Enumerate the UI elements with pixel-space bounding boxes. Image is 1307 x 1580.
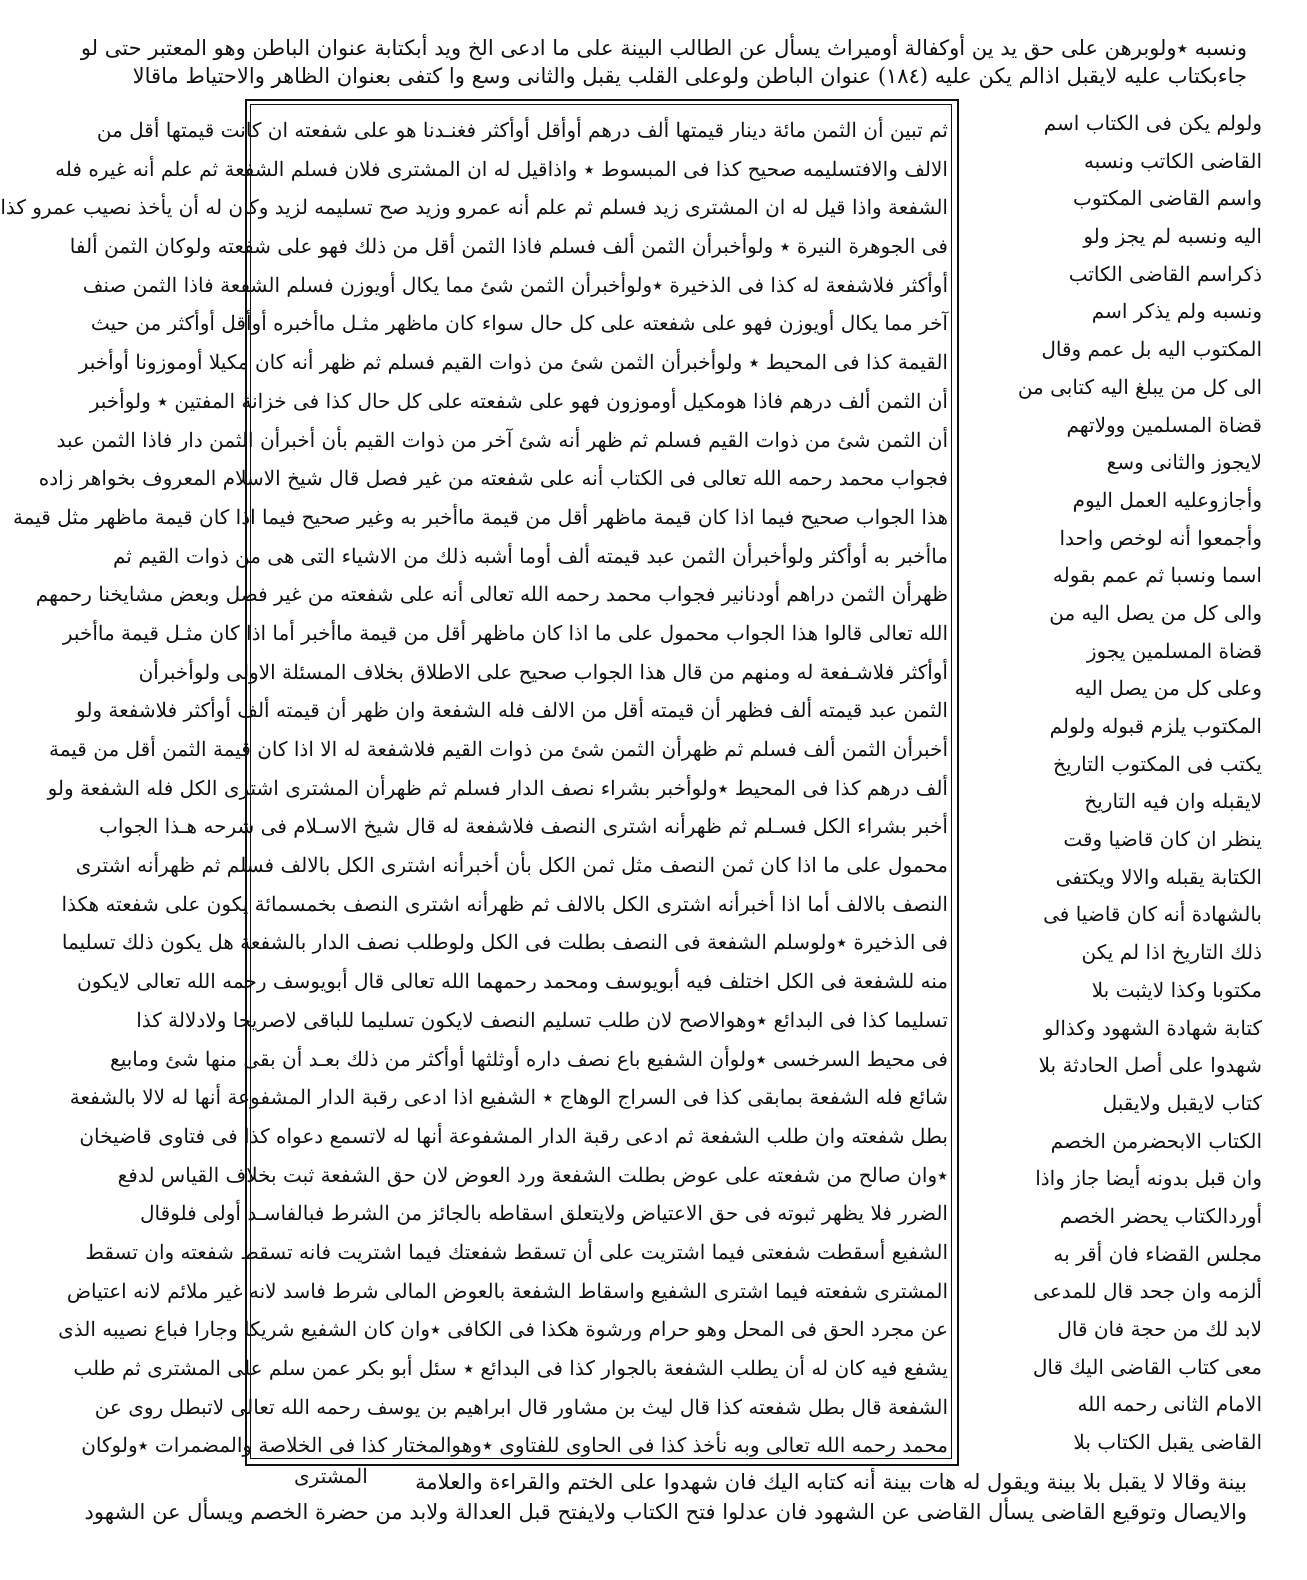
main-text-line: عن مجرد الحق فى المحل وهو حرام ورشوة هكذا فى الكافى ٭وان كان الشفيع شريكا وجارا فباع نصيبه الذى — [58, 1317, 948, 1342]
main-text-line: أن الثمن ألف درهم فاذا هومكيل أوموزون فهو على شفعته على كل حال كذا فى خزانة المفتين ٭ ولوأخبر — [89, 388, 948, 413]
main-text-line: أخبر بشراء الكل فسـلم ثم ظهرأنه اشترى النصف فلاشفعة له قال شيخ الاسـلام فى شرحه هـذا الجواب — [98, 814, 948, 839]
margin-line: الى كل من يبلغ اليه كتابى من — [1017, 374, 1262, 399]
margin-line: وأجازوعليه العمل اليوم — [1072, 487, 1262, 512]
main-text-line: محمول على ما اذا كان ثمن النصف مثل ثمن الكل بأن أخبرأنه اشترى الكل بالالف فسلم ثم ظهرأنه اشترى — [75, 853, 948, 878]
main-text-line: الثمن عبد قيمته ألف فظهر أن قيمته أقل من الالف فله الشفعة وان ظهر أن قيمته ألف أوأكثر فلاشفعة ولو — [75, 698, 948, 723]
main-text-line: النصف بالالف أما اذا أخبرأنه اشترى الكل بالالف ثم ظهرأنه اشترى النصف بخمسمائة يكون على شفعته هكذا — [61, 891, 948, 916]
footer-line-2: والايصال وتوقيع القاضى يسأل القاضى عن الشهود فان عدلوا فتح الكتاب ولايفتح قبل العدالة ولابد من حضرة الخصم ويسأل عن الشهود — [84, 1500, 1247, 1524]
margin-line: الكتابة يقبله والالا ويكتفى — [1055, 864, 1262, 889]
margin-line: لايقبله وان فيه التاريخ — [1084, 789, 1262, 814]
margin-line: أوردالكتاب يحضر الخصم — [1059, 1203, 1262, 1228]
main-text-line: أوأكثر فلاشفعة له كذا فى الذخيرة ٭ولوأخبرأن الثمن شئ مما يكال أويوزن فسلم الشفعة فاذا الثمن صنف — [82, 272, 948, 297]
margin-line: الكتاب الابحضرمن الخصم — [1050, 1128, 1262, 1153]
footer-line-1: بينة وقالا لا يقبل بلا بينة ويقول له هات بينة أنه كتابه اليك فان شهدوا على الختم والقراءة والعلامة — [415, 1470, 1247, 1494]
main-text-line: بطل شفعته وان طلب الشفعة ثم ادعى رقبة الدار المشفوعة أنها له لاتسمع دعواه كذا فى فتاوى قاضيخان — [79, 1123, 948, 1148]
margin-line: وعلى كل من يصل اليه — [1074, 676, 1262, 701]
margin-line: لابد لك من حجة فان قال — [1057, 1317, 1262, 1341]
main-text-line: شائع فله الشفعة بمابقى كذا فى السراج الوهاج ٭ الشفيع اذا ادعى رقبة الدار المشفوعة أنها له لالا بالشفعة — [69, 1085, 948, 1110]
main-text-line: فى الجوهرة النيرة ٭ ولوأخبرأن الثمن ألف فسلم فاذا الثمن أقل من ذلك فهو على شفعته ولوكان الثمن ألفا — [69, 234, 948, 259]
main-text-line: فى محيط السرخسى ٭ولوأن الشفيع باع نصف داره أوثلثها أوأكثر من ذلك بعـد أن بقى منها شئ ومابيع — [110, 1046, 948, 1071]
main-text-line: هذا الجواب صحيح فيما اذا كان قيمة ماظهر أقل من قيمة ماأخبر به وغير صحيح فيما اذا كان قيمة ماظهر مثل قيمة — [12, 504, 948, 529]
margin-line: كتاب لايقبل ولايقبل — [1102, 1090, 1262, 1115]
margin-line: ينظر ان كان قاضيا وقت — [1063, 827, 1262, 852]
main-text-line: الالف والافتسليمه صحيح كذا فى المبسوط ٭ واذاقيل له ان المشترى فلان فسلم الشفعة ثم علم أنه غيره فله — [55, 156, 948, 181]
main-text-line: يشفع فيه كان له أن يطلب الشفعة بالجوار كذا فى البدائع ٭ سئل أبو بكر عمن سلم على المشترى ثم طلب — [73, 1356, 948, 1380]
main-text-line: آخر مما يكال أويوزن فهو على شفعته على كل حال سواء كان ماظهر مثـل ماأخبره أوأقل أوأكثر من حيث — [90, 311, 948, 336]
main-text-line: أن الثمن شئ من ذوات القيم فسلم ثم ظهر أنه شئ آخر من ذوات القيم بأن أخبرأن الثمن دار فاذا الثمن عبد — [56, 427, 948, 452]
margin-line: بالشهادة أنه كان قاضيا فى — [1043, 902, 1262, 927]
margin-line: معى كتاب القاضى اليك قال — [1032, 1354, 1262, 1379]
margin-line: ولولم يكن فى الكتاب اسم — [1043, 111, 1262, 135]
main-text-line: الشفيع أسقطت شفعتى فيما اشتريت على أن تسقط شفعتك فيما اشتريت فانه تسقط شفعته وان تسقط — [85, 1239, 948, 1264]
main-text-line: ألف درهم كذا فى المحيط ٭ولوأخبر بشراء نصف الدار فسلم ثم ظهرأن المشترى اشترى الكل فله الشفعة ولو — [47, 775, 948, 800]
main-text-line: ثم تبين أن الثمن مائة دينار قيمتها ألف درهم أوأقل أوأكثر فغنـدنا هو على شفعته ان كانت قيمتها أقل من — [96, 118, 948, 142]
catchword: المشترى — [294, 1464, 368, 1488]
main-text-line: منه للشفعة فى الكل اختلف فيه أبويوسف ومحمد رحمهما الله تعالى قال أبويوسف رحمه الله تعالى لايكون — [77, 969, 948, 994]
margin-line: واسم القاضى المكتوب — [1073, 186, 1262, 211]
margin-line: وأجمعوا أنه لوخص واحدا — [1059, 525, 1262, 550]
margin-line: كتابة شهادة الشهود وكذالو — [1043, 1015, 1262, 1040]
margin-line: يكتب فى المكتوب التاريخ — [1053, 751, 1262, 776]
main-text-line: فى الذخيرة ٭ولوسلم الشفعة فى النصف بطلت فى الكل ولوطلب نصف الدار بالشفعة هل يكون ذلك تسليما — [61, 930, 948, 955]
margin-line: وان قبل بدونه أيضا جاز واذا — [1035, 1166, 1262, 1191]
margin-line: قضاة المسلمين يجوز — [1086, 638, 1262, 663]
main-text-line: ماأخبر به أوأكثر ولوأخبرأن الثمن عبد قيمته ألف أوما أشبه ذلك من الاشياء التى هى من ذوات القيم ثم — [113, 543, 948, 568]
margin-line: القاضى الكاتب ونسبه — [1083, 148, 1262, 173]
margin-line: ألزمه وان جحد قال للمدعى — [1033, 1279, 1262, 1304]
margin-line: ذلك التاريخ اذا لم يكن — [1081, 940, 1262, 965]
main-text-line: أخبرأن الثمن ألف فسلم ثم ظهرأن الثمن شئ من ذوات القيم فلاشفعة له الا اذا كان قيمة الثمن أقل من قيمة — [48, 737, 948, 761]
main-text-block — [0, 111, 948, 1465]
main-text-line: المشترى شفعته فيما اشترى الشفيع واسقاط الشفعة بالعوض المالى شرط فاسد لانه غير ملائم لانه اعتياض — [66, 1278, 948, 1303]
margin-commentary — [962, 105, 1262, 1462]
margin-line: الامام الثانى رحمه الله — [1077, 1392, 1262, 1417]
main-text-line: فجواب محمد رحمه الله تعالى فى الكتاب أنه على شفعته من غير فصل قال شيخ الاسلام المعروف بخواهر زاده — [38, 466, 948, 491]
header-line-2: جاءبكتاب عليه لايقبل اذالم يكن عليه (١٨٤) عنوان الباطن ولوعلى القلب يقبل والثانى وسع وا كتفى بعنوان الظاهر والاحتياط ماقالا — [132, 64, 1247, 88]
margin-line: القاضى يقبل الكتاب بلا — [1073, 1430, 1262, 1455]
margin-line: لايجوز والثانى وسع — [1106, 450, 1262, 475]
main-text-line: ٭وان صالح من شفعته على عوض بطلت الشفعة ورد العوض لان حق الشفعة ثبت بخلاف القياس لدفع — [117, 1162, 948, 1187]
main-text-line: الشفعة قال بطل شفعته كذا قال ليث بن مشاور قال ابراهيم بن يوسف رحمه الله تعالى لاتبطل روى عن — [94, 1394, 948, 1419]
main-text-line: الضرر فلا يظهر ثبوته فى حق الاعتياض ولايتعلق اسقاطه بالجائز من الشرط فبالفاسـد أولى فلوقال — [139, 1201, 948, 1226]
margin-line: والى كل من يصل اليه من — [1049, 600, 1262, 625]
margin-line: اسما ونسبا ثم عمم بقوله — [1052, 563, 1262, 588]
header-line-1: ونسبه ٭ولوبرهن على حق يد ين أوكفالة أوميراث يسأل عن الطالب البينة على ما ادعى الخ ويد أبكتابة عنوان الباطن وهو المعتبر حتى لو — [80, 36, 1247, 60]
main-text-line: تسليما كذا فى البدائع ٭وهوالاصح لان طلب تسليم النصف لايكون تسليما للباقى لاصريحا ولادلالة كذا — [136, 1007, 948, 1032]
margin-line: اليه ونسبه لم يجز ولو — [1083, 224, 1262, 249]
main-text-line: الله تعالى قالوا هذا الجواب محمول على ما اذا كان ماظهر أقل من قيمة ماأخبر أما اذا كان مثـل قيمة ماأخبر — [62, 620, 948, 645]
margin-line: قضاة المسلمين وولاتهم — [1066, 412, 1262, 437]
margin-line: شهدوا على أصل الحادثة بلا — [1038, 1053, 1262, 1078]
main-text-line: محمد رحمه الله تعالى وبه نأخذ كذا فى الحاوى للفتاوى ٭وهوالمختار كذا فى الخلاصة والمضمرات ٭ولوكان — [81, 1433, 948, 1458]
margin-line: ونسبه ولم يذكر اسم — [1091, 299, 1262, 324]
main-text-line: الشفعة واذا قيل له ان المشترى زيد فسلم ثم علم أنه عمرو وزيد صح تسليمه لزيد وكان له أن يأخذ نصيب عمرو كذا — [0, 195, 948, 220]
margin-line: المكتوب يلزم قبوله ولولم — [1049, 714, 1262, 738]
margin-line: ذكراسم القاضى الكاتب — [1068, 261, 1262, 286]
margin-line: المكتوب اليه بل عمم وقال — [1041, 337, 1262, 362]
main-text-line: القيمة كذا فى المحيط ٭ ولوأخبرأن الثمن شئ من ذوات القيم فسلم ثم ظهر أنه كان مكيلا أوموزونا أوأخبر — [78, 350, 948, 375]
margin-line: مجلس القضاء فان أقر به — [1053, 1241, 1262, 1266]
main-text-line: ظهرأن الثمن دراهم أودنانير فجواب محمد رحمه الله تعالى أنه على شفعته من غير فصل وبعض مشايخنا رحمهم — [35, 582, 948, 607]
margin-line: مكتوبا وكذا لايثبت بلا — [1091, 977, 1262, 1002]
main-text-line: أوأكثر فلاشـفعة له ومنهم من قال هذا الجواب صحيح على الاطلاق بخلاف المسئلة الاولى ولوأخبرأن — [138, 659, 948, 684]
